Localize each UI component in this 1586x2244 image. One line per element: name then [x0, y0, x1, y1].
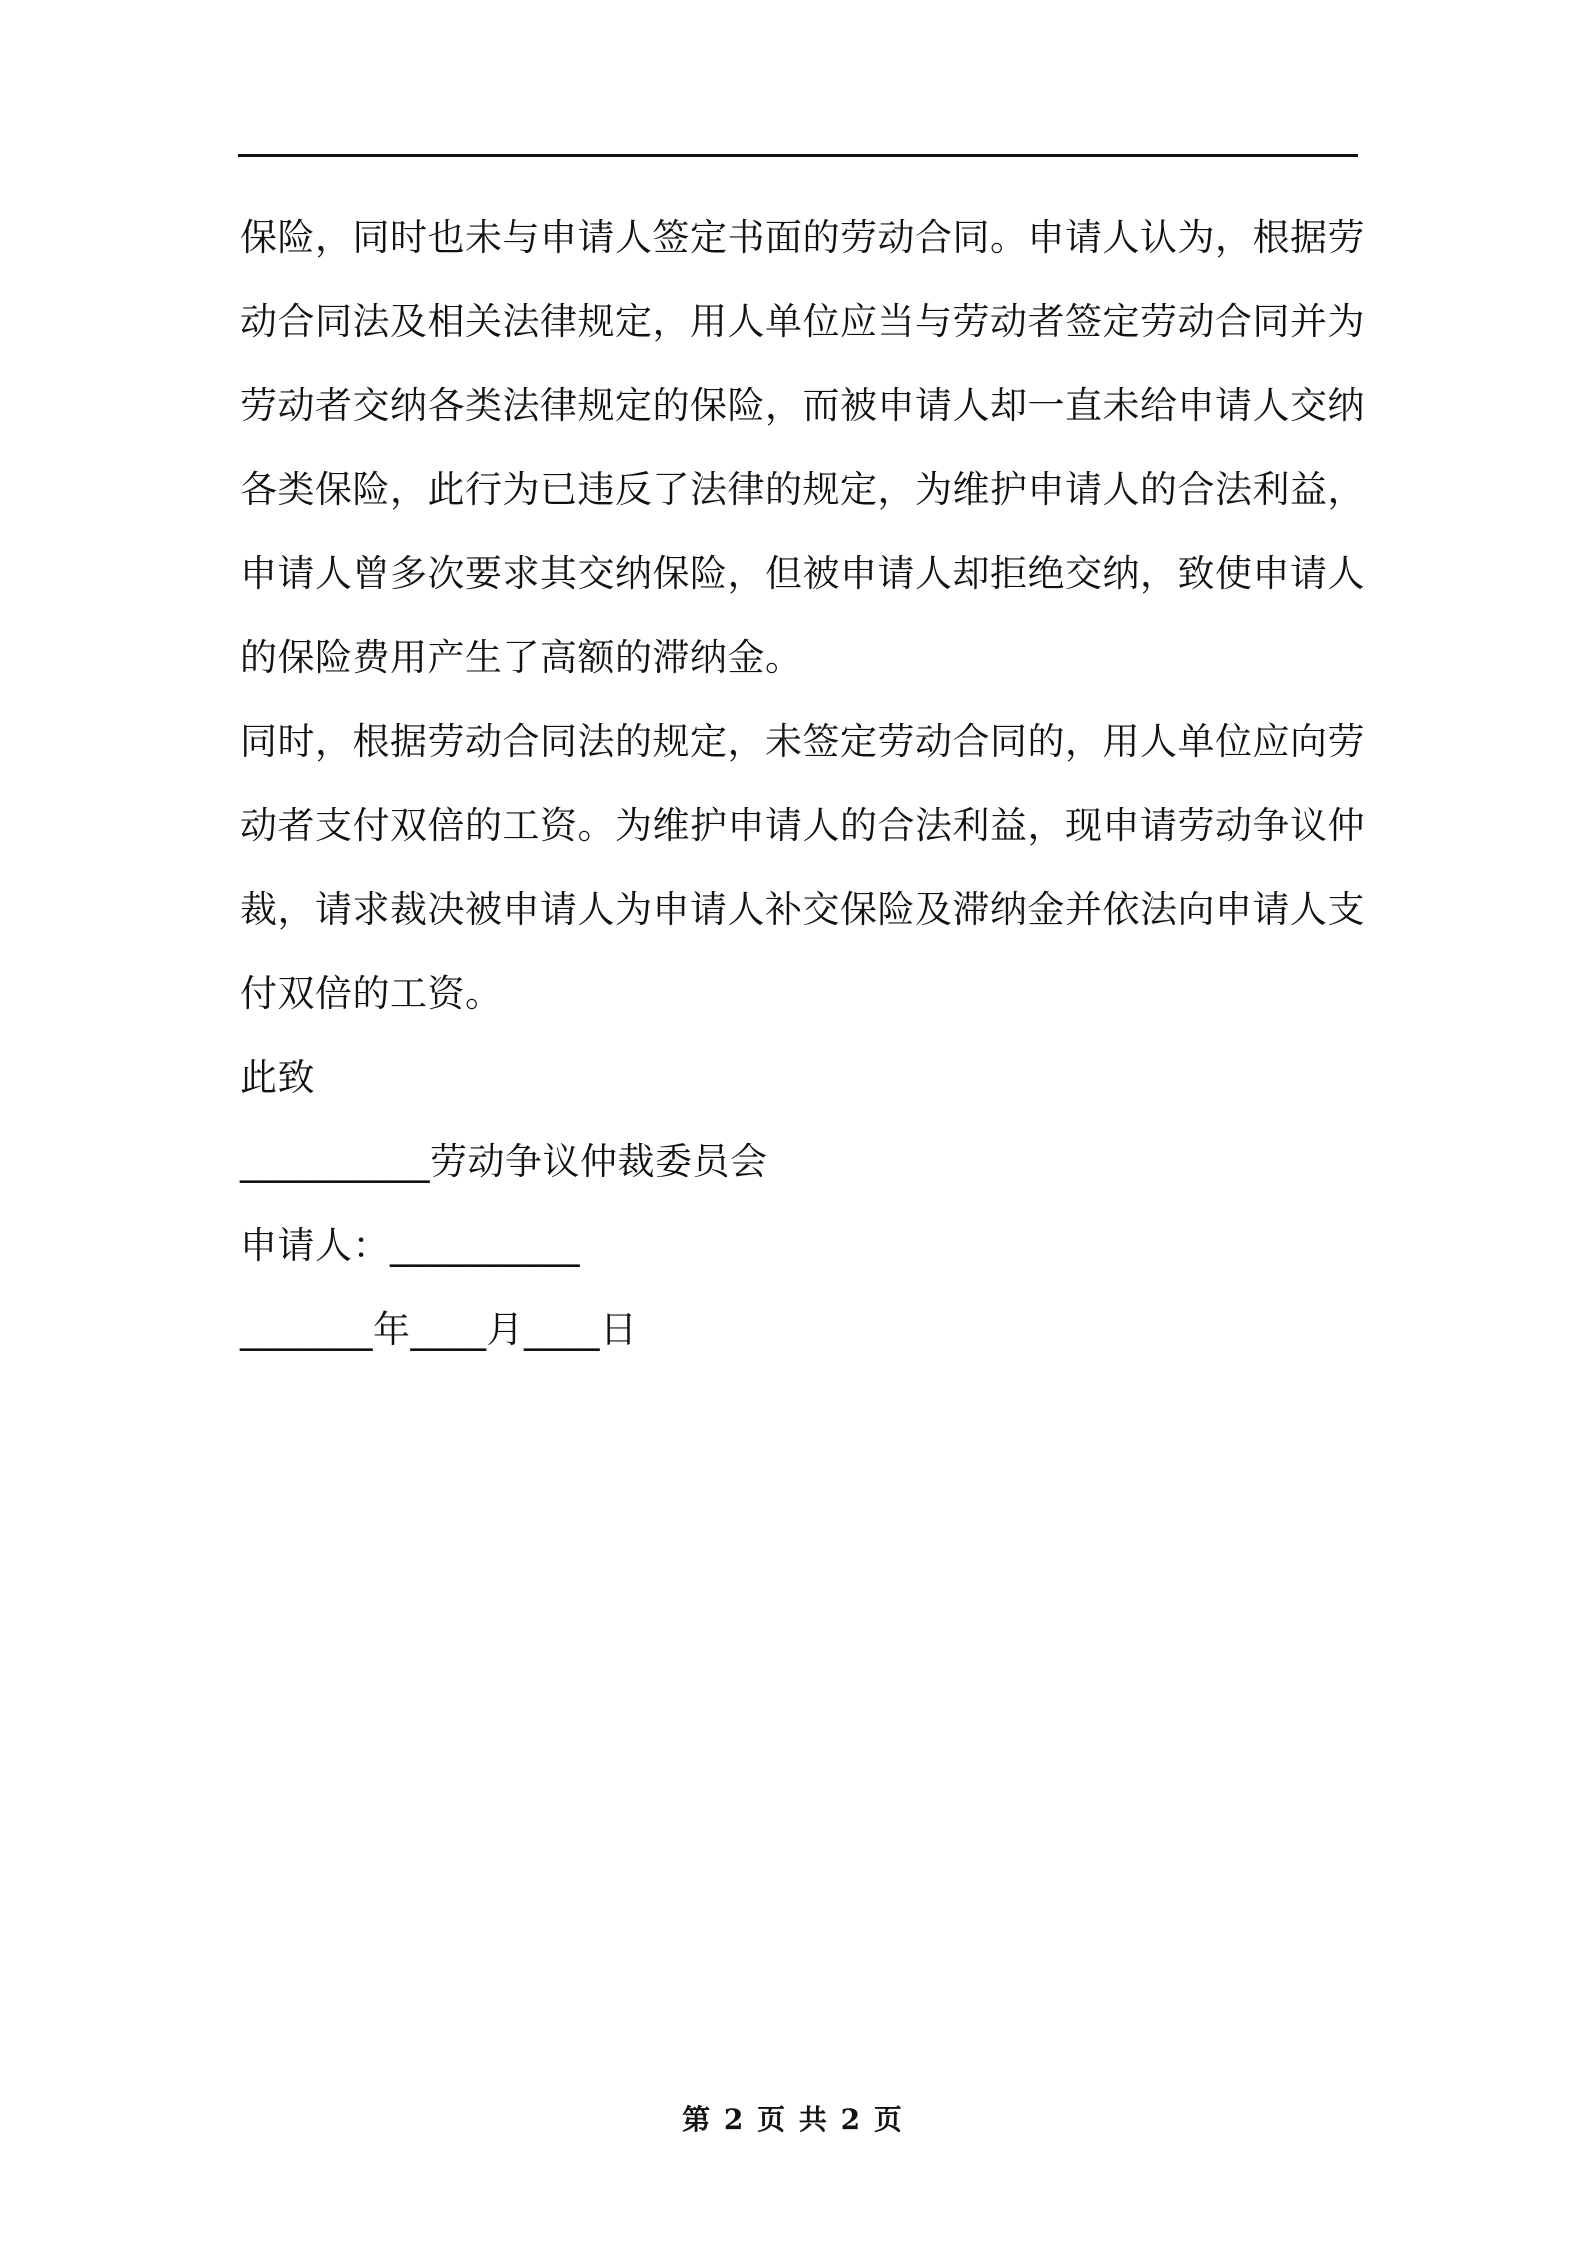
body-line: 申请人曾多次要求其交纳保险，但被申请人却拒绝交纳，致使申请人	[240, 552, 1365, 595]
salutation: 此致	[240, 1056, 315, 1099]
body-line: 动合同法及相关法律规定，用人单位应当与劳动者签定劳动合同并为	[240, 300, 1365, 343]
body-line: 的保险费用产生了高额的滞纳金。	[240, 636, 803, 679]
date-line: _______年____月____日	[240, 1308, 638, 1351]
page-number: 第 2 页 共 2 页	[682, 2103, 904, 2136]
applicant-line: 申请人：__________	[240, 1224, 580, 1267]
body-line: 保险，同时也未与申请人签定书面的劳动合同。申请人认为，根据劳	[240, 216, 1365, 259]
body-line: 各类保险，此行为已违反了法律的规定，为维护申请人的合法利益，	[240, 468, 1365, 511]
header-rule	[238, 154, 1358, 157]
document-body	[240, 196, 1365, 1372]
body-line: 付双倍的工资。	[240, 972, 503, 1015]
body-line: 裁，请求裁决被申请人为申请人补交保险及滞纳金并依法向申请人支	[240, 888, 1365, 931]
body-line: 劳动者交纳各类法律规定的保险，而被申请人却一直未给申请人交纳	[240, 384, 1365, 427]
body-line: 动者支付双倍的工资。为维护申请人的合法利益，现申请劳动争议仲	[240, 804, 1365, 847]
body-line: 同时，根据劳动合同法的规定，未签定劳动合同的，用人单位应向劳	[240, 720, 1365, 763]
recipient-line: __________劳动争议仲裁委员会	[240, 1140, 768, 1183]
